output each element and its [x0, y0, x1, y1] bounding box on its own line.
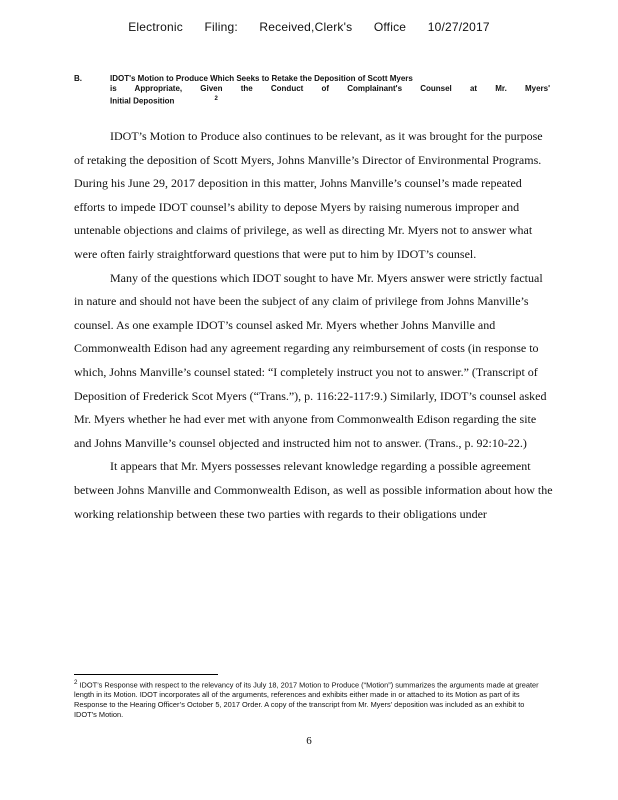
body-text [74, 125, 554, 526]
section-heading-line1: IDOT's Motion to Produce Which Seeks to Retake the Deposition of Scott Myers [110, 74, 413, 83]
header-electronic: Electronic [128, 20, 183, 34]
header-date: 10/27/2017 [427, 20, 490, 34]
section-heading-line2: is Appropriate, Given the Conduct of Complainant's Counsel at Mr. Myers' [110, 84, 550, 93]
section-heading-line3: Initial Deposition [110, 96, 175, 106]
section-letter: B. [74, 74, 82, 83]
paragraph-1: IDOT’s Motion to Produce also continues to be relevant, as it was brought for the purpose of retaking the deposition of Scott Myers, Johns Manville’s Director of Environmental Programs. During his June 29, 2017 deposition in this matter, Johns Manville’s counsel’s made repeated efforts to impede IDOT counsel’s ability to depose Myers by raising numerous improper and untenable objections and claims of privilege, as well as directing Mr. Myers not to answer what were often fairly straightforward questions that were put to him by IDOT’s counsel. [74, 129, 543, 261]
filing-header [0, 20, 618, 34]
paragraph-3: It appears that Mr. Myers possesses relevant knowledge regarding a possible agreement between Johns Manville and Commonwealth Edison, as well as possible information about how the working relationship between these two parties with regards to their obligations under [74, 459, 553, 521]
header-received: Received,Clerk's [259, 20, 353, 34]
footnote-mark: 2 [74, 679, 78, 686]
header-office: Office [373, 20, 407, 34]
paragraph-2: Many of the questions which IDOT sought to have Mr. Myers answer were strictly factual in nature and should not have been the subject of any claim of privilege from Johns Manville’s counsel. As one example IDOT’s counsel asked Mr. Myers whether Johns Manville and Commonwealth Edison had any agreement regarding any reimbursement of costs (in response to which, Johns Manville’s counsel stated: “I completely instruct you not to answer.” (Transcript of Deposition of Frederick Scot Myers (“Trans.”), p. 116:22-117:9.) Similarly, IDOT’s counsel asked Mr. Myers whether he had ever met with anyone from Commonwealth Edison regarding the site and Johns Manville’s counsel objected and instructed him not to answer. (Trans., p. 92:10-22.) [74, 270, 547, 450]
footnote [74, 678, 544, 720]
footnote-reference: 2 [214, 96, 218, 102]
footnote-divider [74, 674, 218, 675]
page-number: 6 [306, 735, 312, 747]
header-filing: Filing: [204, 20, 238, 34]
footnote-text: IDOT’s Response with respect to the relevancy of its July 18, 2017 Motion to Produce (“Motion”) summarizes the arguments made at greater length in its Motion. IDOT incorporates all of the arguments, references and exhibits either made in or attached to its Motion as part of its Response to the Hearing Officer’s October 5, 2017 Order. A copy of the transcript from Mr. Myers’ deposition was included as an exhibit to IDOT’s Motion. [74, 680, 539, 720]
